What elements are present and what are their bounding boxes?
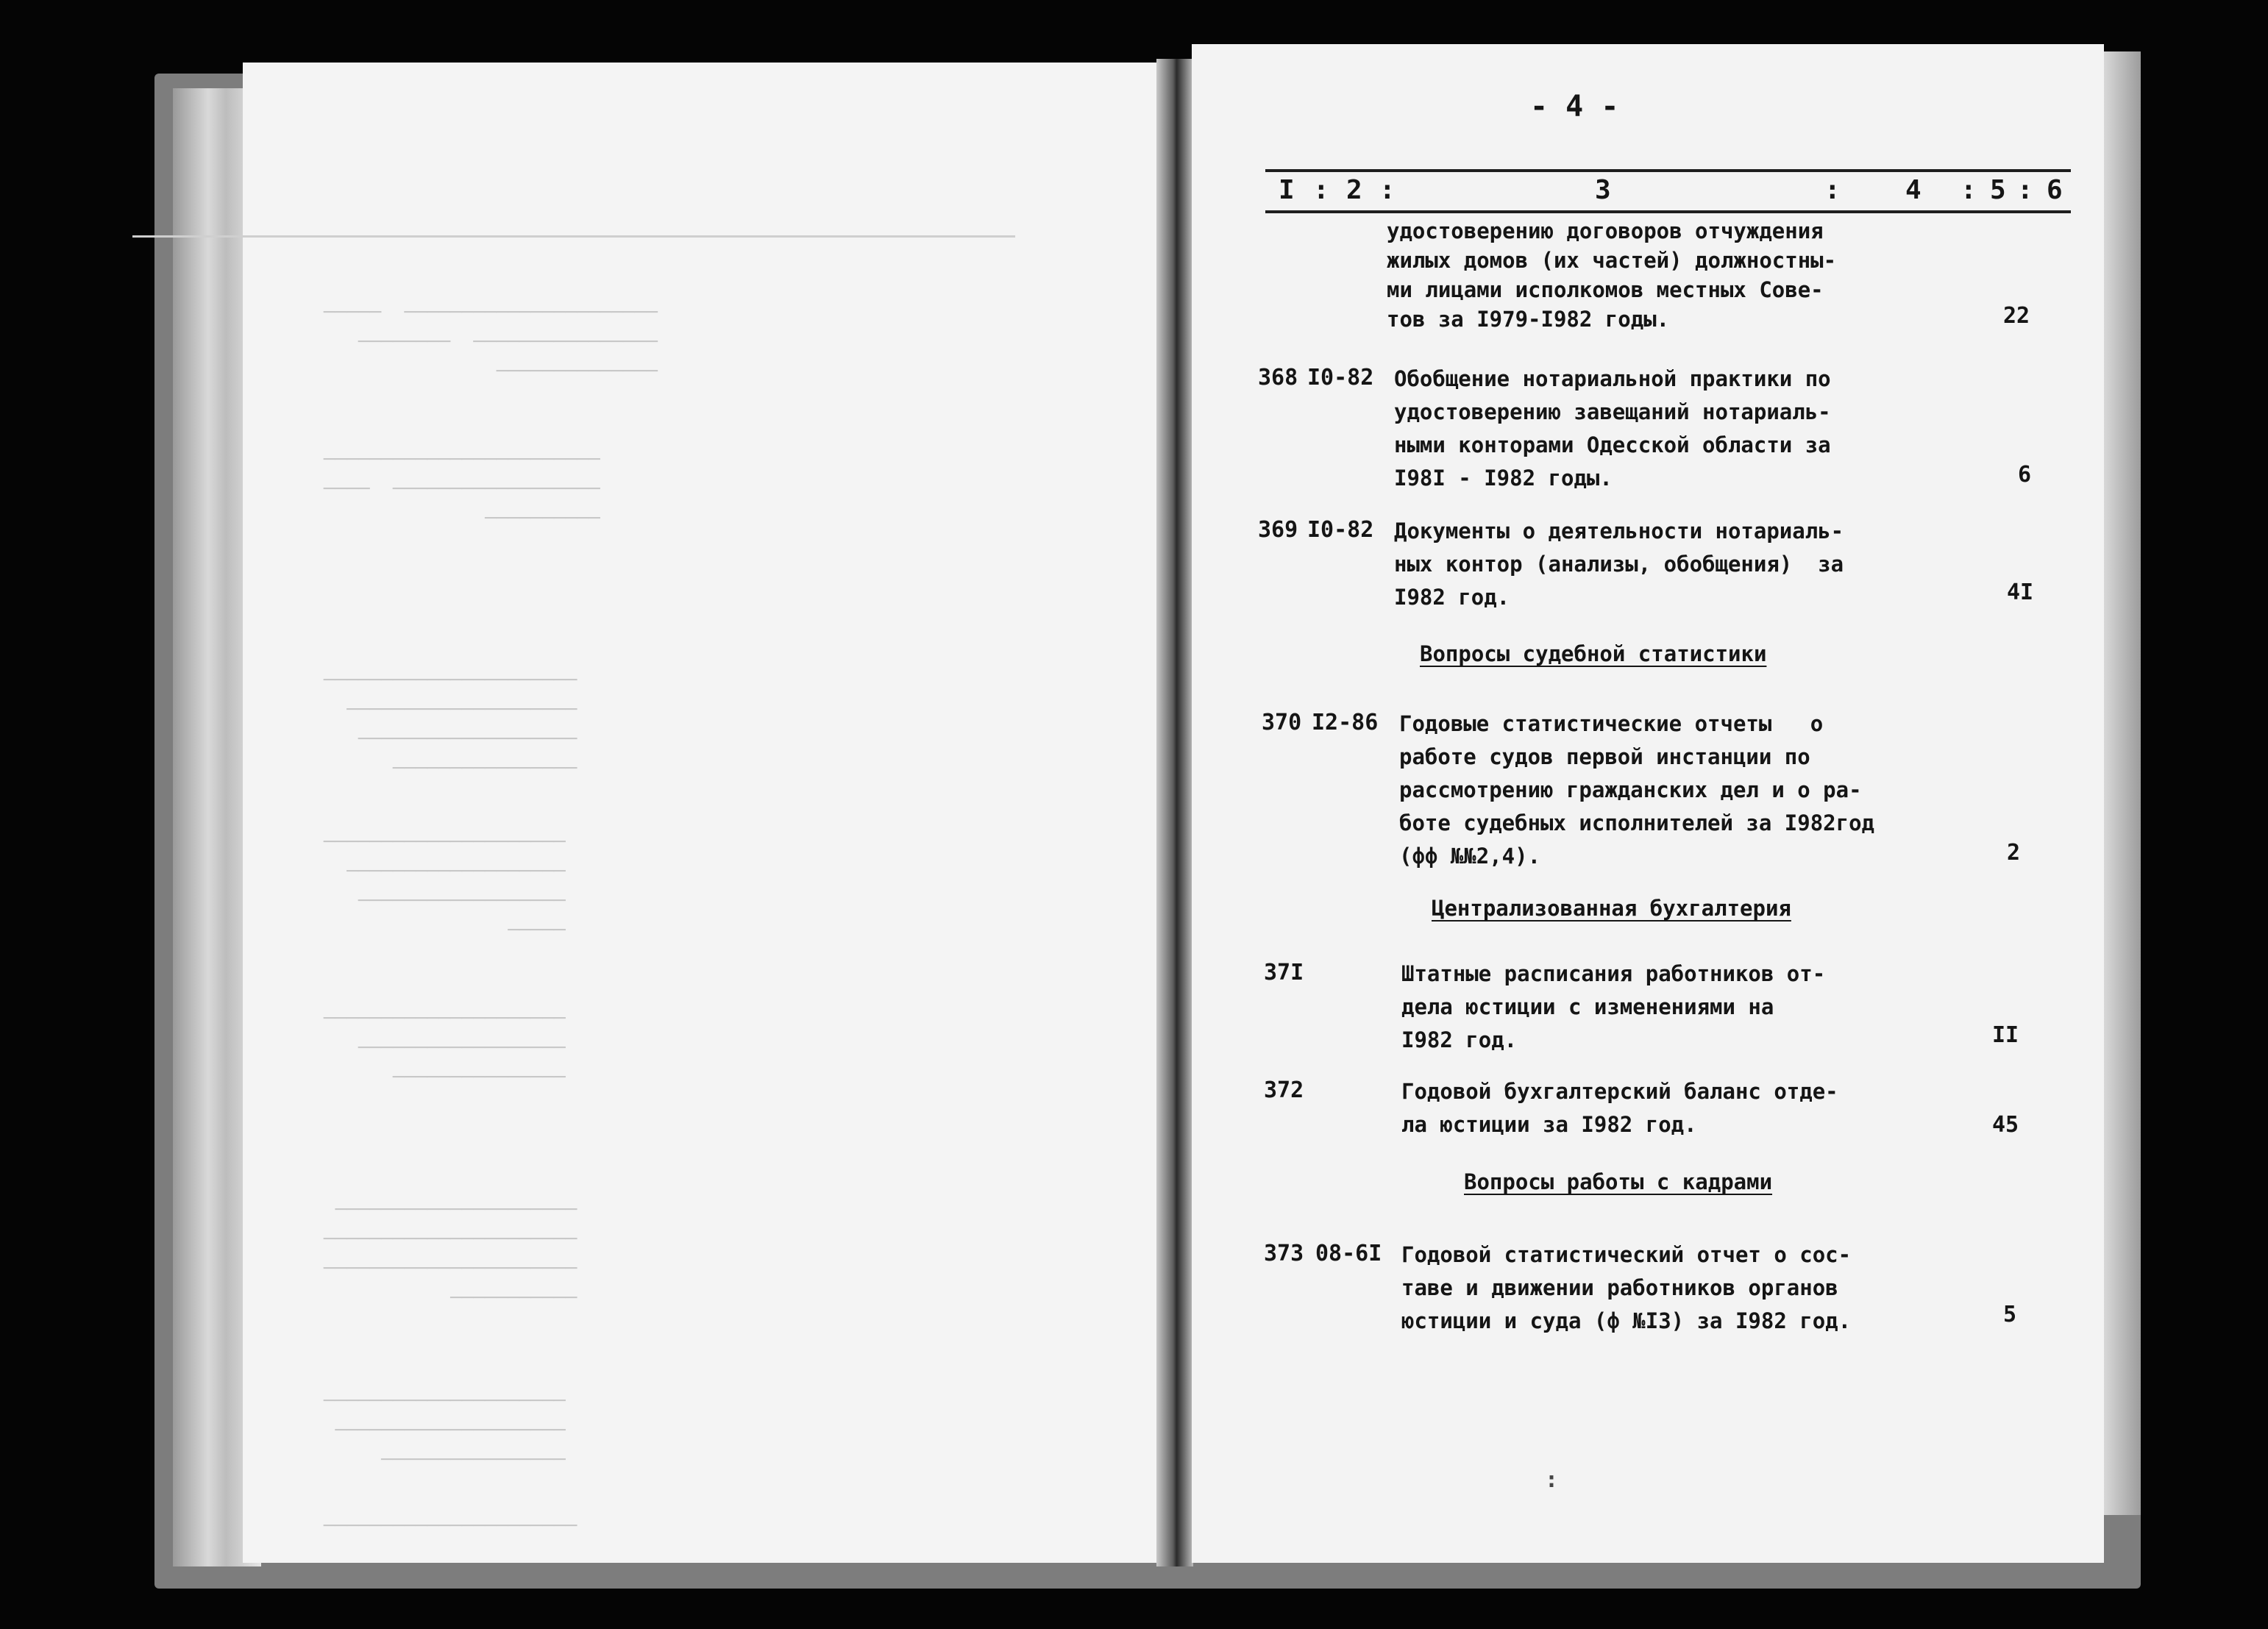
bleed-through-text: ────────────────────── (324, 1515, 577, 1537)
page-stack-right (2104, 51, 2141, 1515)
header-col: 2 (1346, 175, 1362, 205)
header-col: : (1824, 175, 1841, 205)
bleed-through-text: ────────────────────── ───── ──────────────── ──────── ────────────── (324, 302, 658, 382)
entry-line: дела юстиции с изменениями на (1401, 994, 1774, 1019)
bleed-through-text: ───────────────────── ──────────────────── ──────────────── (324, 1390, 566, 1471)
header-col: 3 (1595, 175, 1611, 205)
entry-count: 45 (1992, 1112, 2019, 1138)
bottom-mark: : (1545, 1467, 1559, 1493)
entry-count: 2 (2007, 840, 2021, 866)
entry-line: тов за I979-I982 годы. (1387, 307, 1670, 332)
entry-line: Обобщение нотариальной практики по (1394, 366, 1831, 391)
entry-line: ла юстиции за I982 год. (1401, 1112, 1697, 1137)
entry-line: удостоверению договоров отчуждения (1387, 218, 1824, 243)
bleed-through-text: ───────────────────── ────────────────── ─────────────── (324, 1008, 566, 1088)
entry-line: ными конторами Одесской области за (1394, 432, 1831, 457)
header-rule-top (1265, 169, 2071, 172)
entry-number: 37I (1264, 960, 1304, 985)
entry-number: 368 (1258, 365, 1298, 391)
entry-line: таве и движении работников органов (1401, 1275, 1838, 1300)
entry-number: 373 (1264, 1241, 1304, 1266)
entry-line: I98I - I982 годы. (1394, 466, 1613, 491)
left-page (243, 63, 1159, 1563)
entry-count: 5 (2003, 1302, 2017, 1327)
bleed-through-text: ───────────────────── ────────────────────── ────────────────────── ─────────── (324, 1199, 577, 1309)
entry-code: 08-6I (1315, 1241, 1382, 1266)
entry-code: I0-82 (1307, 517, 1374, 543)
entry-line: Годовые статистические отчеты о (1399, 711, 1824, 736)
entry-line: рассмотрению гражданских дел и о ра- (1399, 777, 1862, 802)
header-col: : (1313, 175, 1329, 205)
entry-line: Годовой бухгалтерский баланс отде- (1401, 1079, 1838, 1104)
bleed-through-text: ───────────────────── ─────────────────── ────────────────── ───── (324, 831, 566, 941)
entry-code: I0-82 (1307, 365, 1374, 391)
entry-line: боте судебных исполнителей за I982год (1399, 810, 1875, 835)
section-heading-court-stats: Вопросы судебной статистики (1420, 641, 1767, 666)
header-col: 6 (2047, 175, 2063, 205)
entry-count: 22 (2003, 303, 2030, 329)
header-col: : (1960, 175, 1977, 205)
bleed-through-text: ────────────────────── ──────────────────── ─────────────────── ──────────────── (324, 669, 577, 780)
entry-line: удостоверению завещаний нотариаль- (1394, 399, 1831, 424)
entry-number: 369 (1258, 517, 1298, 543)
header-col: 5 (1990, 175, 2006, 205)
entry-line: I982 год. (1401, 1027, 1518, 1052)
entry-line: Документы о деятельности нотариаль- (1394, 518, 1844, 543)
entry-count: II (1992, 1022, 2019, 1048)
entry-line: ных контор (анализы, обобщения) за (1394, 552, 1844, 577)
bleed-through-text: ──────────────────────── ────────────────── ──── ────────── (324, 449, 600, 530)
entry-count: 6 (2018, 462, 2032, 488)
entry-line: жилых домов (их частей) должностны- (1387, 248, 1837, 273)
entry-line: (фф №№2,4). (1399, 844, 1541, 869)
entry-code: I2-86 (1312, 710, 1379, 735)
header-col: : (2017, 175, 2033, 205)
right-page (1192, 44, 2104, 1563)
page-number: - 4 - (1530, 90, 1619, 124)
book-gutter (1156, 59, 1193, 1566)
entry-line: ми лицами исполкомов местных Сове- (1387, 277, 1824, 302)
entry-line: Штатные расписания работников от- (1401, 961, 1826, 986)
entry-number: 372 (1264, 1077, 1304, 1103)
entry-line: Годовой статистический отчет о сос- (1401, 1242, 1852, 1267)
section-heading-personnel: Вопросы работы с кадрами (1464, 1169, 1773, 1194)
entry-line: I982 год. (1394, 585, 1510, 610)
section-heading-accounting: Централизованная бухгалтерия (1432, 896, 1791, 921)
entry-count: 4I (2007, 580, 2034, 605)
entry-number: 370 (1262, 710, 1302, 735)
entry-line: юстиции и суда (ф №I3) за I982 год. (1401, 1308, 1852, 1333)
header-rule-bottom (1265, 210, 2071, 213)
header-col: I (1279, 175, 1295, 205)
header-col: 4 (1905, 175, 1922, 205)
entry-line: работе судов первой инстанции по (1399, 744, 1810, 769)
header-col: : (1379, 175, 1396, 205)
